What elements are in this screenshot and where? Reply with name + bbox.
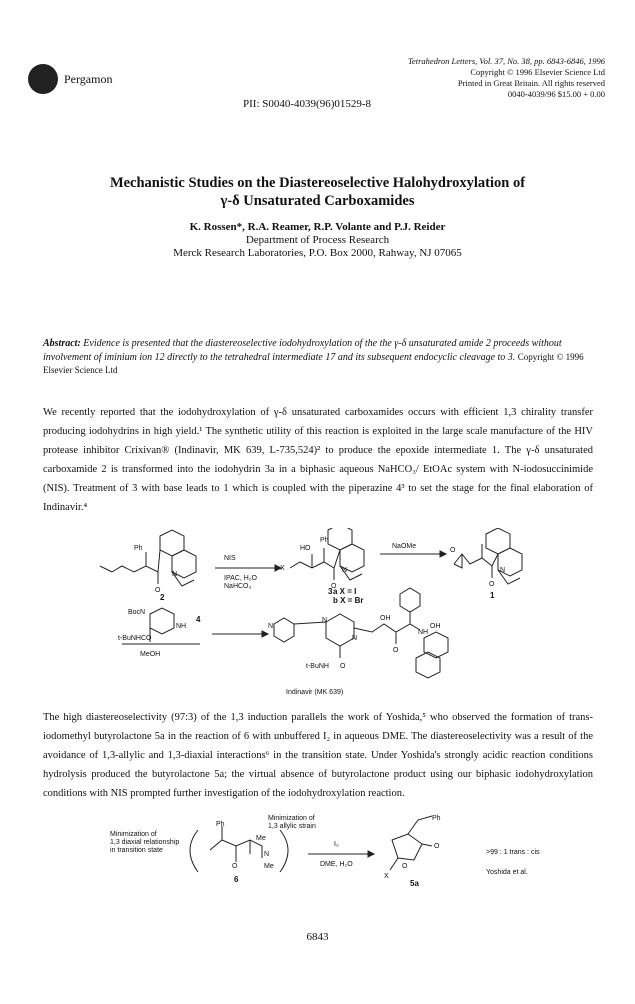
arrow-4-head [368,851,374,857]
compound-5a-structure [390,816,432,870]
arrow-3-head [262,631,268,637]
me-label-6a: Me [256,835,266,842]
header-logo-block [28,64,112,94]
piperazine-n2-label: N [352,635,358,642]
abstract-copyright: Copyright © 1996 Elsevier Science Ltd [43,351,584,375]
o-carbonyl-5a: O [434,843,440,850]
pyridine-n-label: N [268,623,274,630]
note-allylic-2: 1,3 allylic strain [268,823,316,830]
author-names: K. Rossen*, R.A. Reamer, R.P. Volante and P.J. Reider [189,221,446,233]
o-label-2: O [155,587,161,594]
abstract [43,338,588,378]
arrow-2-head [440,551,446,557]
note-diaxial-1: Minimization of [110,831,157,838]
compound-3-structure [290,528,364,580]
compound-6-label: 6 [234,875,239,884]
compound-4-structure [150,608,174,642]
variant-b: b X = Br [333,596,364,605]
o-label-1: O [489,581,495,588]
ph-label-6: Ph [216,821,225,828]
affiliation: Merck Research Laboratories, P.O. Box 2000, Rahway, NJ 07065 [173,247,462,259]
x-label-3: X [280,565,285,572]
n-label-3: N [342,567,348,574]
ratio-label: >99 : 1 trans : cis [486,849,540,856]
nh-label-ind: NH [418,629,429,636]
printed-line: Printed in Great Britain. All rights reserved [457,78,605,88]
ph-label-2: Ph [134,545,143,552]
reagent-nahco3: NaHCO₃ [224,583,252,590]
journal-line: Tetrahedron Letters, Vol. 37, No. 38, pp. 6843-6846, 1996 [407,56,605,66]
ph-label-3: Ph [320,537,329,544]
compound-3-label: 3 [328,587,333,596]
oh-label-ind-2: OH [430,623,441,630]
body-paragraph-2: The high diastereoselectivity (97:3) of the 1,3 induction parallels the work of Yoshida,⁵ who observed the formation of trans- iodomethyl butyrolactone 5a in the reaction of 6 with unbuffered I₂ in aqueous DME. The diastereoselectivity was a result of the avoidance of 1,3-allylic and 1,3-diaxial interactions⁶ in the transition state. Under Yoshida's strongly acidic reaction conditions hydrolysis produced the butyrolactone 5a; the virtual absence of butyrolactone product using our biphasic iodohydroxylation conditions with NIS prompted further investigation of the iodohydroxylation reaction. [43,712,593,799]
tbunh-label: t-BuNH [306,663,329,670]
o-label-5a: O [402,863,408,870]
nh-label-4: NH [176,623,187,630]
ho-label-3: HO [300,545,311,552]
n-label-6: N [264,851,270,858]
compound-4-label: 4 [196,615,201,624]
n-label-1: N [500,567,506,574]
note-allylic-1: Minimization of [268,815,315,822]
compound-2-label: 2 [160,593,165,602]
pii: PII: S0040-4039(96)01529-8 [243,98,372,110]
me-label-6b: Me [264,863,274,870]
indinavir-label: Indinavir (MK 639) [286,689,344,696]
reaction-scheme-1 [0,528,635,700]
ph-label-5a: Ph [432,815,441,822]
o-label-6: O [232,863,238,870]
n-label-2: N [172,571,178,578]
yoshida-attribution: Yoshida et al. [486,869,528,876]
paper-title [40,174,595,210]
note-diaxial-3: in transition state [110,847,163,854]
o-epoxide-label: O [450,547,456,554]
abstract-text: Evidence is presented that the diastereoselective iodohydroxylation of the the γ-δ unsaturated amide 2 proceeds without involvement of iminium ion 12 directly to the tetrahedral intermediate 17 and its subsequent endocyclic cleavage to 3. [43,338,562,363]
price-line: 0040-4039/96 $15.00 + 0.00 [507,89,605,99]
variant-a: a X = I [333,587,357,596]
piperazine-n1-label: N [322,617,328,624]
reagent-dme: DME, H₂O [320,861,353,868]
reagent-nis: NIS [224,555,236,562]
title-line-1: Mechanistic Studies on the Diastereoselective Halohydroxylation of [109,175,526,191]
o-label-ind: O [393,647,399,654]
o-label-tbu: O [340,663,346,670]
reagent-meoh: MeOH [140,651,161,658]
title-line-2: γ-δ Unsaturated Carboxamides [220,193,415,209]
bocn-label: BocN [128,609,146,616]
compound-1-label: 1 [490,591,495,600]
journal-info [305,56,605,100]
oh-label-ind: OH [380,615,391,622]
compound-1-structure [454,528,522,584]
compound-2-structure [100,530,196,586]
reagent-ipac: IPAC, H₂O [224,575,257,582]
page-number: 6843 [306,931,329,943]
compound-5a-label: 5a [410,879,419,888]
publisher-logo-icon [28,64,58,94]
copyright-line: Copyright © 1996 Elsevier Science Ltd [470,67,605,77]
reagent-naome: NaOMe [392,543,417,550]
note-diaxial-2: 1,3 diaxial relationship [110,839,180,846]
o-label-3: O [331,583,337,590]
author-block [40,221,595,260]
reaction-scheme-2 [0,810,635,910]
body-paragraph-1: We recently reported that the iodohydroxylation of γ-δ unsaturated carboxamides occurs with efficient 1,3 chirality transfer producing iodohydrins in high yield.¹ The synthetic utility of this reaction is exploited in the large scale manufacture of the HIV protease inhibitor Crixivan® (Indinavir, MK 639, L-735,524)² to produce the epoxide intermediate 1. The γ-δ unsaturated carboxamide 2 is transformed into the iodohydrin 3a in a biphasic aqueous NaHCO₃/ EtOAc system with N-iodosuccinimide (NIS). Treatment of 3 with base leads to 1 which is coupled with the piperazine 4³ to set the stage for the final elaboration of Indinavir.⁴ [43,407,593,513]
i-label-5a: X [384,873,389,880]
publisher-name: Pergamon [64,71,113,86]
department: Department of Process Research [245,234,390,246]
tbunhco-label: t-BuNHCO [118,635,152,642]
abstract-label: Abstract: [43,338,81,349]
reagent-i2: I₂ [334,841,339,848]
